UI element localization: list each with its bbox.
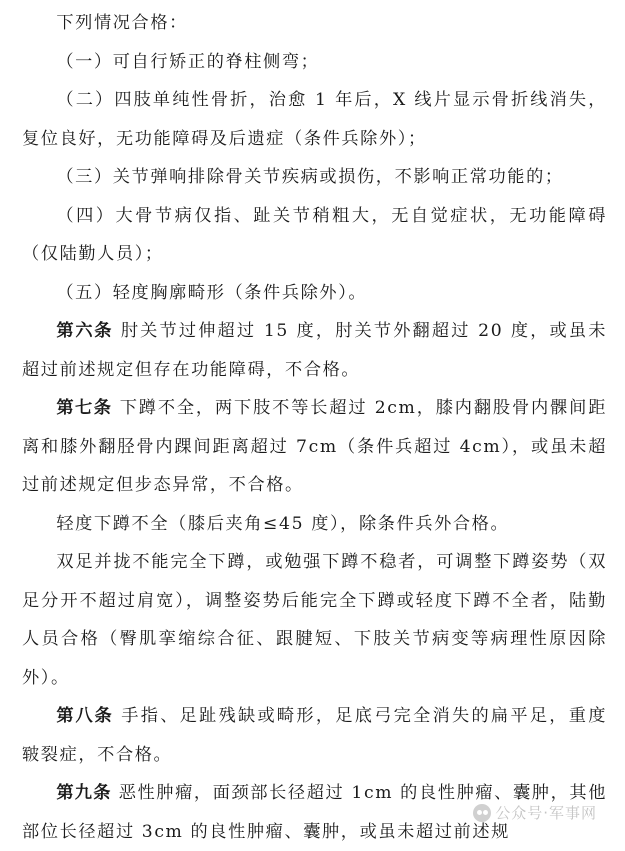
- paragraph-item-1: [22, 43, 607, 82]
- paragraph-text: 手指、足趾残缺或畸形，足底弓完全消失的扁平足，重度皲裂症，不合格。: [22, 706, 607, 765]
- paragraph-item-5: [22, 274, 607, 313]
- paragraph-item-3: [22, 158, 607, 197]
- paragraph-article-8: [22, 697, 607, 774]
- article-number: 第六条: [56, 321, 114, 341]
- article-number: 第九条: [56, 783, 112, 803]
- article-number: 第八条: [56, 706, 114, 726]
- paragraph-text: 双足并拢不能完全下蹲，或勉强下蹲不稳者，可调整下蹲姿势（双足分开不超过肩宽），调整姿势后能完全下蹲或轻度下蹲不全者，陆勤人员合格（臀肌挛缩综合征、跟腱短、下肢关节病变等病理性原因除外）。: [22, 552, 607, 688]
- paragraph-item-4: [22, 197, 607, 274]
- paragraph-text: 下列情况合格：: [56, 13, 188, 33]
- paragraph-item-2: [22, 81, 607, 158]
- paragraph-text: 下蹲不全，两下肢不等长超过 2cm，膝内翻股骨内髁间距离和膝外翻胫骨内踝间距离超过 7cm（条件兵超过 4cm），或虽未超过前述规定但步态异常，不合格。: [22, 398, 607, 495]
- paragraph-text: （三）关节弹响排除骨关节疾病或损伤，不影响正常功能的；: [56, 167, 564, 187]
- paragraph-text: 恶性肿瘤，面颈部长径超过 1cm 的良性肿瘤、囊肿，其他部位长径超过 3cm 的良性肿瘤、囊肿，或虽未超过前述规: [22, 783, 607, 842]
- paragraph-article-6: [22, 312, 607, 389]
- paragraph-text: 肘关节过伸超过 15 度，肘关节外翻超过 20 度，或虽未超过前述规定但存在功能障碍，不合格。: [22, 321, 607, 380]
- watermark-text: 公众号·军事网: [495, 804, 597, 822]
- paragraph-text: 轻度下蹲不全（膝后夹角≤45 度），除条件兵外合格。: [56, 513, 510, 534]
- paragraph-article-7: [22, 389, 607, 505]
- article-number: 第七条: [56, 398, 113, 418]
- paragraph-text: （四）大骨节病仅指、趾关节稍粗大，无自觉症状，无功能障碍（仅陆勤人员）；: [22, 205, 607, 264]
- paragraph-text: （五）轻度胸廓畸形（条件兵除外）。: [56, 282, 368, 303]
- paragraph-squat-adjust: [22, 543, 607, 697]
- paragraph-text: （二）四肢单纯性骨折，治愈 1 年后，X 线片显示骨折线消失，复位良好，无功能障碍及后遗症（条件兵除外）；: [22, 90, 607, 149]
- paragraph-text: （一）可自行矫正的脊柱侧弯；: [56, 51, 320, 72]
- paragraph-intro: [22, 4, 607, 43]
- watermark: [473, 802, 597, 823]
- wechat-icon: [473, 804, 491, 822]
- paragraph-squat-mild: [22, 505, 607, 544]
